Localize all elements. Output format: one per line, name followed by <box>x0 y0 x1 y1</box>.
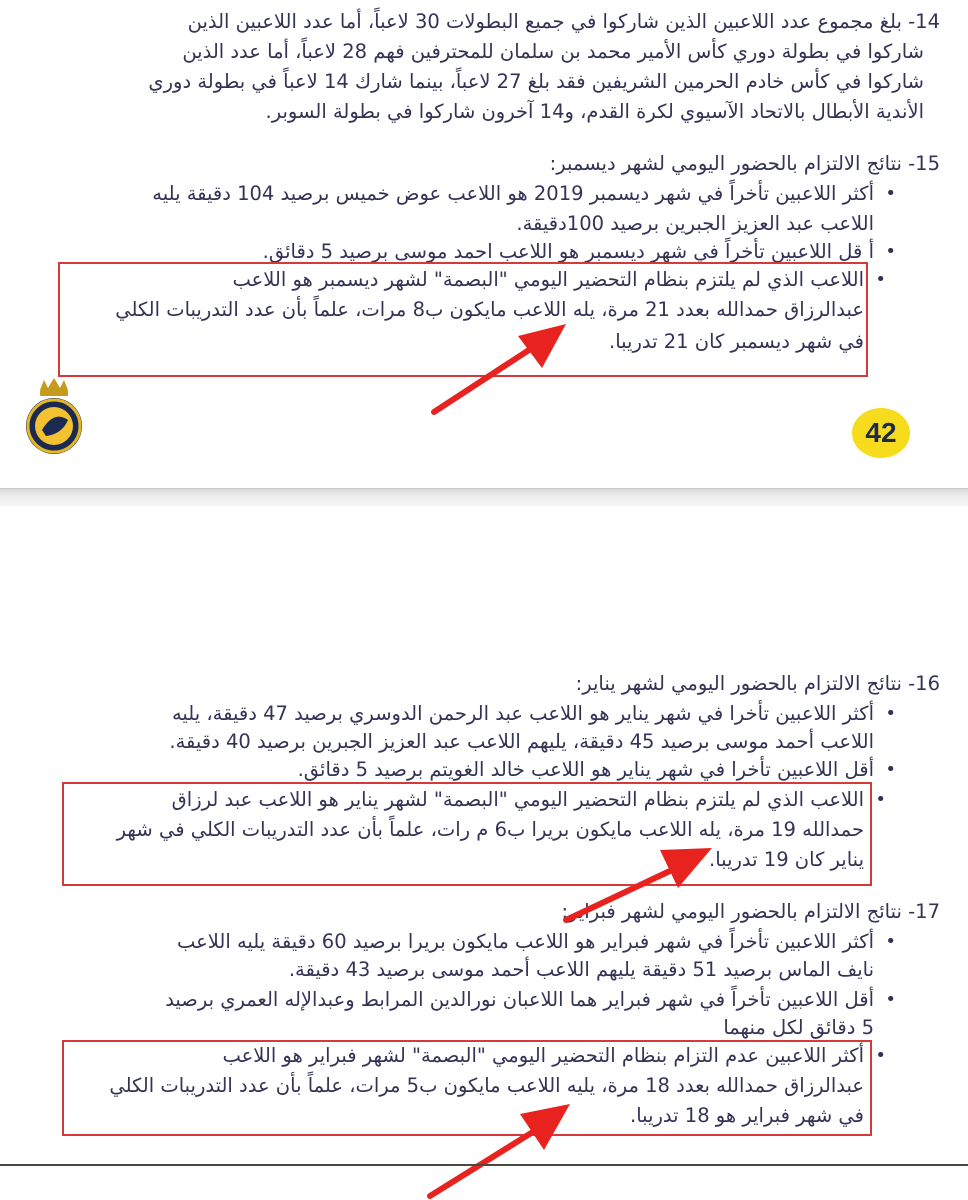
bullet-16-1-line-2: اللاعب أحمد موسى برصيد 45 دقيقة، يليهم اللاعب عبد العزيز الجبرين برصيد 40 دقيقة. <box>169 730 874 753</box>
paragraph-14-line-2: شاركوا في بطولة دوري كأس الأمير محمد بن سلمان للمحترفين فهم 28 لاعباً، أما عدد الذين <box>182 40 924 63</box>
bullet-15-1-line-1: • أكثر اللاعبين تأخراً في شهر ديسمبر 2019 هو اللاعب عوض خميس برصيد 104 دقيقة يليه <box>152 182 874 206</box>
bottom-rule <box>0 1164 968 1166</box>
paragraph-14-line-3: شاركوا في كأس خادم الحرمين الشريفين فقد بلغ 27 لاعباً، بينما شارك 14 لاعباً في بطولة دوري <box>148 70 924 93</box>
bullet-17-3-line-2: عبدالرزاق حمدالله بعدد 18 مرة، يليه اللاعب مايكون ب5 مرات، علماً بأن عدد التدريبات الكلي <box>109 1074 864 1097</box>
page-separator <box>0 488 968 507</box>
bullet-15-3-line-3: في شهر ديسمبر كان 21 تدريبا. <box>609 330 864 353</box>
bullet-16-2: • أقل اللاعبين تأخرا في شهر يناير هو اللاعب خالد الغويتم برصيد 5 دقائق. <box>298 758 874 782</box>
red-arrow-icon <box>424 1096 584 1200</box>
bullet-15-3-line-2: عبدالرزاق حمدالله بعدد 21 مرة، يله اللاعب مايكون ب8 مرات، علماً بأن عدد التدريبات الكلي <box>115 298 864 321</box>
heading-17: 17- نتائج الالتزام بالحضور اليومي لشهر فبراير: <box>561 900 940 923</box>
bullet-16-3-line-3: يناير كان 19 تدريبا. <box>709 848 864 871</box>
bullet-15-3-line-1: • اللاعب الذي لم يلتزم بنظام التحضير اليومي "البصمة" لشهر ديسمبر هو اللاعب <box>232 268 864 292</box>
paragraph-14-line-4: الأندية الأبطال بالاتحاد الآسيوي لكرة القدم، و14 آخرون شاركوا في بطولة السوبر. <box>265 100 924 123</box>
bullet-15-1-line-2: اللاعب عبد العزيز الجبرين برصيد 100دقيقة. <box>516 212 874 235</box>
red-arrow-icon <box>428 318 578 418</box>
red-arrow-icon <box>560 836 720 926</box>
bullet-17-1-line-1: • أكثر اللاعبين تأخراً في شهر فبراير هو اللاعب مايكون بريرا برصيد 60 دقيقة يليه اللاعب <box>177 930 874 954</box>
bullet-17-2-line-2: 5 دقائق لكل منهما <box>723 1016 874 1039</box>
document-page-top <box>0 0 968 488</box>
paragraph-14-line-1: 14- بلغ مجموع عدد اللاعبين الذين شاركوا في جميع البطولات 30 لاعباً، أما عدد اللاعبين الذين <box>187 10 940 33</box>
bullet-17-3-line-3: في شهر فبراير هو 18 تدريبا. <box>630 1104 864 1127</box>
bullet-16-3-line-1: • اللاعب الذي لم يلتزم بنظام التحضير اليومي "البصمة" لشهر يناير هو اللاعب عبد لرزاق <box>172 788 864 812</box>
bullet-15-2: • أ قل اللاعبين تأخراً في شهر ديسمبر هو اللاعب احمد موسى برصيد 5 دقائق. <box>263 240 874 264</box>
club-crest-logo-icon <box>22 376 86 458</box>
heading-15: 15- نتائج الالتزام بالحضور اليومي لشهر ديسمبر: <box>549 152 940 175</box>
page-number-badge: 42 <box>852 408 910 458</box>
bullet-17-2-line-1: • أقل اللاعبين تأخراً في شهر فبراير هما اللاعبان نورالدين المرابط وعبدالإله العمري برصيد <box>165 988 874 1012</box>
bullet-17-3-line-1: • أكثر اللاعبين عدم التزام بنظام التحضير اليومي "البصمة" لشهر فبراير هو اللاعب <box>222 1044 864 1068</box>
bullet-17-1-line-2: نايف الماس برصيد 51 دقيقة يليهم اللاعب أحمد موسى برصيد 43 دقيقة. <box>288 958 874 981</box>
document-page-bottom <box>0 506 968 1200</box>
bullet-16-3-line-2: حمدالله 19 مرة، يله اللاعب مايكون بريرا ب6 م رات، علماً بأن عدد التدريبات الكلي في شهر <box>116 818 864 841</box>
heading-16: 16- نتائج الالتزام بالحضور اليومي لشهر يناير: <box>575 672 940 695</box>
bullet-16-1-line-1: • أكثر اللاعبين تأخرا في شهر يناير هو اللاعب عبد الرحمن الدوسري برصيد 47 دقيقة، يليه <box>172 702 874 726</box>
